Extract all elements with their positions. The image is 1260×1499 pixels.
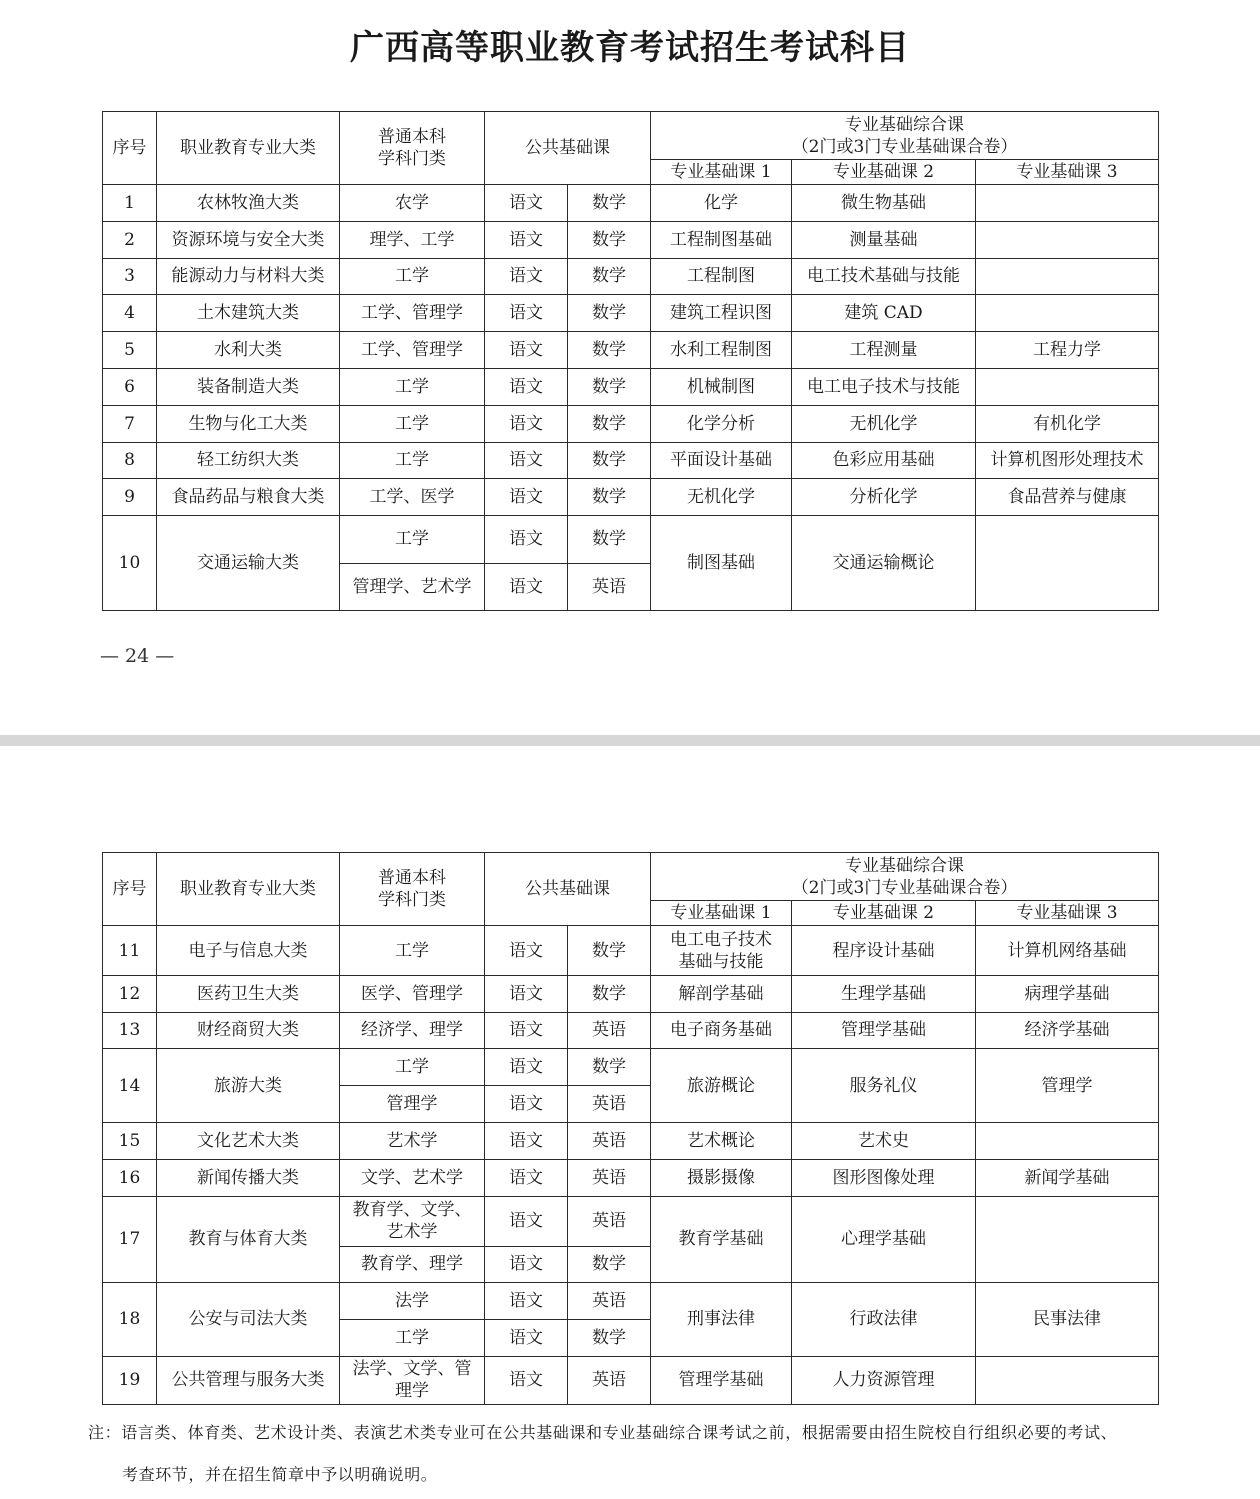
row-course-2: 艺术史 <box>792 1123 976 1160</box>
header-course3: 专业基础课 3 <box>976 160 1159 185</box>
page-divider <box>0 735 1260 746</box>
row-seq: 2 <box>103 221 157 258</box>
row-category: 文化艺术大类 <box>157 1123 340 1160</box>
row-category: 能源动力与材料大类 <box>157 258 340 295</box>
row-discipline: 工学 <box>340 516 485 564</box>
row-public-course-1: 语文 <box>485 405 568 442</box>
row-seq: 19 <box>103 1356 157 1404</box>
row-public-course-2: 数学 <box>568 258 651 295</box>
header-comprehensive-line2: （2门或3门专业基础课合卷） <box>791 877 1018 898</box>
table-row <box>103 926 1159 976</box>
table-row <box>103 479 1159 516</box>
row-course-2: 无机化学 <box>792 405 976 442</box>
table-row <box>103 221 1159 258</box>
row-discipline: 管理学、艺术学 <box>340 563 485 611</box>
table-row <box>103 516 1159 564</box>
row-public-course-2: 英语 <box>568 1196 651 1246</box>
row-course-2: 人力资源管理 <box>792 1356 976 1404</box>
document-title: 广西高等职业教育考试招生考试科目 <box>350 28 910 68</box>
row-seq: 10 <box>103 516 157 611</box>
row-seq: 17 <box>103 1196 157 1282</box>
row-course-3: 经济学基础 <box>976 1012 1159 1049</box>
row-public-course-1: 语文 <box>485 1196 568 1246</box>
row-public-course-2: 数学 <box>568 926 651 976</box>
row-discipline: 工学、管理学 <box>340 332 485 369</box>
row-category: 食品药品与粮食大类 <box>157 479 340 516</box>
row-course-1: 无机化学 <box>651 479 792 516</box>
row-public-course-2: 英语 <box>568 563 651 611</box>
row-public-course-1: 语文 <box>485 185 568 222</box>
row-course-2: 微生物基础 <box>792 185 976 222</box>
row-course-1: 电工电子技术基础与技能 <box>651 926 792 976</box>
row-public-course-1: 语文 <box>485 1012 568 1049</box>
row-public-course-2: 数学 <box>568 1246 651 1282</box>
row-public-course-2: 英语 <box>568 1086 651 1123</box>
row-course-2: 工程测量 <box>792 332 976 369</box>
row-seq: 9 <box>103 479 157 516</box>
row-course-3 <box>976 1356 1159 1404</box>
row-discipline: 艺术学 <box>340 1123 485 1160</box>
row-course-3 <box>976 295 1159 332</box>
row-public-course-2: 英语 <box>568 1282 651 1319</box>
row-course-1: 制图基础 <box>651 516 792 611</box>
row-category: 农林牧渔大类 <box>157 185 340 222</box>
table-row <box>103 1012 1159 1049</box>
row-public-course-1: 语文 <box>485 516 568 564</box>
row-category: 教育与体育大类 <box>157 1196 340 1282</box>
row-seq: 16 <box>103 1159 157 1196</box>
row-public-course-1: 语文 <box>485 332 568 369</box>
table-row <box>103 1356 1159 1404</box>
row-public-course-2: 英语 <box>568 1159 651 1196</box>
row-course-2: 交通运输概论 <box>792 516 976 611</box>
row-public-course-1: 语文 <box>485 926 568 976</box>
row-discipline: 工学 <box>340 1049 485 1086</box>
row-seq: 12 <box>103 976 157 1013</box>
row-discipline: 工学 <box>340 368 485 405</box>
row-course-2: 电工技术基础与技能 <box>792 258 976 295</box>
row-public-course-2: 数学 <box>568 185 651 222</box>
row-course-2: 测量基础 <box>792 221 976 258</box>
row-discipline: 教育学、文学、艺术学 <box>340 1196 485 1246</box>
row-public-course-2: 英语 <box>568 1123 651 1160</box>
row-course-2: 行政法律 <box>792 1282 976 1356</box>
row-course-3 <box>976 1123 1159 1160</box>
row-seq: 1 <box>103 185 157 222</box>
row-seq: 8 <box>103 442 157 479</box>
row-category: 装备制造大类 <box>157 368 340 405</box>
row-discipline: 医学、管理学 <box>340 976 485 1013</box>
row-public-course-2: 数学 <box>568 1049 651 1086</box>
row-discipline: 文学、艺术学 <box>340 1159 485 1196</box>
row-course-1: 化学分析 <box>651 405 792 442</box>
header-course1: 专业基础课 1 <box>651 160 792 185</box>
exam-subjects-table-2 <box>102 852 1159 1405</box>
row-course-3 <box>976 368 1159 405</box>
page-number: — 24 — <box>100 645 175 667</box>
row-course-3 <box>976 185 1159 222</box>
table-row <box>103 405 1159 442</box>
row-course-2: 管理学基础 <box>792 1012 976 1049</box>
row-course-3 <box>976 1196 1159 1282</box>
row-course-3: 病理学基础 <box>976 976 1159 1013</box>
row-public-course-2: 数学 <box>568 295 651 332</box>
header-course2: 专业基础课 2 <box>792 160 976 185</box>
footnote-line-1: 注：语言类、体育类、艺术设计类、表演艺术类专业可在公共基础课和专业基础综合课考试之前，根据需要由招生院校自行组织必要的考试、 <box>88 1423 1118 1442</box>
header-comprehensive <box>651 112 1159 160</box>
row-discipline: 农学 <box>340 185 485 222</box>
row-category: 轻工纺织大类 <box>157 442 340 479</box>
row-course-1: 艺术概论 <box>651 1123 792 1160</box>
row-course-3: 有机化学 <box>976 405 1159 442</box>
row-discipline: 理学、工学 <box>340 221 485 258</box>
row-category: 公安与司法大类 <box>157 1282 340 1356</box>
row-public-course-1: 语文 <box>485 976 568 1013</box>
row-public-course-2: 英语 <box>568 1356 651 1404</box>
row-discipline: 工学 <box>340 1319 485 1356</box>
header-seq: 序号 <box>103 112 157 185</box>
row-public-course-1: 语文 <box>485 1319 568 1356</box>
row-public-course-2: 数学 <box>568 1319 651 1356</box>
header-comprehensive-line2: （2门或3门专业基础课合卷） <box>791 136 1018 157</box>
table-row <box>103 1282 1159 1319</box>
row-public-course-1: 语文 <box>485 1049 568 1086</box>
row-discipline: 教育学、理学 <box>340 1246 485 1282</box>
row-course-1: 电子商务基础 <box>651 1012 792 1049</box>
row-seq: 18 <box>103 1282 157 1356</box>
row-seq: 13 <box>103 1012 157 1049</box>
row-public-course-2: 数学 <box>568 332 651 369</box>
row-course-3: 工程力学 <box>976 332 1159 369</box>
row-seq: 11 <box>103 926 157 976</box>
row-public-course-1: 语文 <box>485 1123 568 1160</box>
row-public-course-1: 语文 <box>485 258 568 295</box>
row-category: 新闻传播大类 <box>157 1159 340 1196</box>
row-discipline: 法学 <box>340 1282 485 1319</box>
row-category: 公共管理与服务大类 <box>157 1356 340 1404</box>
row-public-course-1: 语文 <box>485 442 568 479</box>
row-course-3 <box>976 516 1159 611</box>
row-public-course-2: 数学 <box>568 368 651 405</box>
row-course-2: 生理学基础 <box>792 976 976 1013</box>
row-seq: 3 <box>103 258 157 295</box>
row-course-3: 计算机网络基础 <box>976 926 1159 976</box>
row-course-2: 色彩应用基础 <box>792 442 976 479</box>
row-discipline: 经济学、理学 <box>340 1012 485 1049</box>
row-course-1: 工程制图 <box>651 258 792 295</box>
row-public-course-2: 英语 <box>568 1012 651 1049</box>
row-seq: 4 <box>103 295 157 332</box>
row-course-3: 新闻学基础 <box>976 1159 1159 1196</box>
row-category: 旅游大类 <box>157 1049 340 1123</box>
row-category: 交通运输大类 <box>157 516 340 611</box>
row-discipline: 法学、文学、管理学 <box>340 1356 485 1404</box>
footnote <box>88 1412 1198 1496</box>
table-row <box>103 1196 1159 1246</box>
row-discipline: 工学、管理学 <box>340 295 485 332</box>
row-course-3: 计算机图形处理技术 <box>976 442 1159 479</box>
table-row <box>103 258 1159 295</box>
row-course-3 <box>976 258 1159 295</box>
table-body-1 <box>103 185 1159 611</box>
header-seq: 序号 <box>103 853 157 926</box>
table-row <box>103 295 1159 332</box>
row-public-course-1: 语文 <box>485 563 568 611</box>
row-public-course-2: 数学 <box>568 442 651 479</box>
row-public-course-1: 语文 <box>485 1356 568 1404</box>
row-course-1: 旅游概论 <box>651 1049 792 1123</box>
row-discipline: 工学 <box>340 405 485 442</box>
table-row <box>103 1049 1159 1086</box>
footnote-line-2: 考查环节，并在招生简章中予以明确说明。 <box>122 1465 438 1484</box>
table-body-2 <box>103 926 1159 1405</box>
row-category: 土木建筑大类 <box>157 295 340 332</box>
header-course1: 专业基础课 1 <box>651 901 792 926</box>
row-course-3: 民事法律 <box>976 1282 1159 1356</box>
row-public-course-1: 语文 <box>485 1282 568 1319</box>
row-seq: 5 <box>103 332 157 369</box>
row-course-1: 管理学基础 <box>651 1356 792 1404</box>
row-public-course-1: 语文 <box>485 221 568 258</box>
table-row <box>103 1159 1159 1196</box>
row-course-1: 建筑工程识图 <box>651 295 792 332</box>
row-category: 医药卫生大类 <box>157 976 340 1013</box>
row-seq: 15 <box>103 1123 157 1160</box>
header-category: 职业教育专业大类 <box>157 853 340 926</box>
row-course-3: 食品营养与健康 <box>976 479 1159 516</box>
row-public-course-1: 语文 <box>485 368 568 405</box>
header-comprehensive <box>651 853 1159 901</box>
header-discipline: 普通本科学科门类 <box>340 853 485 926</box>
row-category: 资源环境与安全大类 <box>157 221 340 258</box>
header-category: 职业教育专业大类 <box>157 112 340 185</box>
row-course-1: 机械制图 <box>651 368 792 405</box>
header-comprehensive-line1: 专业基础综合课 <box>845 114 964 135</box>
row-public-course-1: 语文 <box>485 1159 568 1196</box>
row-seq: 6 <box>103 368 157 405</box>
row-course-2: 图形图像处理 <box>792 1159 976 1196</box>
row-category: 财经商贸大类 <box>157 1012 340 1049</box>
row-course-3 <box>976 221 1159 258</box>
row-discipline: 工学 <box>340 258 485 295</box>
table-row <box>103 368 1159 405</box>
header-public: 公共基础课 <box>485 853 651 926</box>
row-course-1: 刑事法律 <box>651 1282 792 1356</box>
header-discipline: 普通本科学科门类 <box>340 112 485 185</box>
row-public-course-1: 语文 <box>485 479 568 516</box>
row-discipline: 工学 <box>340 442 485 479</box>
row-course-2: 电工电子技术与技能 <box>792 368 976 405</box>
row-course-2: 心理学基础 <box>792 1196 976 1282</box>
row-category: 生物与化工大类 <box>157 405 340 442</box>
row-discipline: 工学、医学 <box>340 479 485 516</box>
exam-subjects-table-1 <box>102 111 1159 611</box>
row-course-1: 水利工程制图 <box>651 332 792 369</box>
table-row <box>103 442 1159 479</box>
row-discipline: 工学 <box>340 926 485 976</box>
row-public-course-1: 语文 <box>485 1086 568 1123</box>
row-course-2: 分析化学 <box>792 479 976 516</box>
header-comprehensive-line1: 专业基础综合课 <box>845 855 964 876</box>
row-course-1: 解剖学基础 <box>651 976 792 1013</box>
row-public-course-1: 语文 <box>485 295 568 332</box>
row-course-2: 程序设计基础 <box>792 926 976 976</box>
row-course-2: 建筑 CAD <box>792 295 976 332</box>
row-category: 电子与信息大类 <box>157 926 340 976</box>
header-public: 公共基础课 <box>485 112 651 185</box>
row-course-3: 管理学 <box>976 1049 1159 1123</box>
row-public-course-2: 数学 <box>568 221 651 258</box>
row-course-2: 服务礼仪 <box>792 1049 976 1123</box>
row-public-course-2: 数学 <box>568 516 651 564</box>
header-course2: 专业基础课 2 <box>792 901 976 926</box>
row-public-course-2: 数学 <box>568 976 651 1013</box>
table-row <box>103 332 1159 369</box>
row-category: 水利大类 <box>157 332 340 369</box>
row-course-1: 教育学基础 <box>651 1196 792 1282</box>
row-discipline: 管理学 <box>340 1086 485 1123</box>
row-course-1: 平面设计基础 <box>651 442 792 479</box>
table-row <box>103 1123 1159 1160</box>
row-course-1: 摄影摄像 <box>651 1159 792 1196</box>
row-public-course-2: 数学 <box>568 479 651 516</box>
table-row <box>103 976 1159 1013</box>
row-course-1: 工程制图基础 <box>651 221 792 258</box>
table-row <box>103 185 1159 222</box>
row-public-course-2: 数学 <box>568 405 651 442</box>
header-course3: 专业基础课 3 <box>976 901 1159 926</box>
row-course-1: 化学 <box>651 185 792 222</box>
row-public-course-1: 语文 <box>485 1246 568 1282</box>
row-seq: 14 <box>103 1049 157 1123</box>
row-seq: 7 <box>103 405 157 442</box>
